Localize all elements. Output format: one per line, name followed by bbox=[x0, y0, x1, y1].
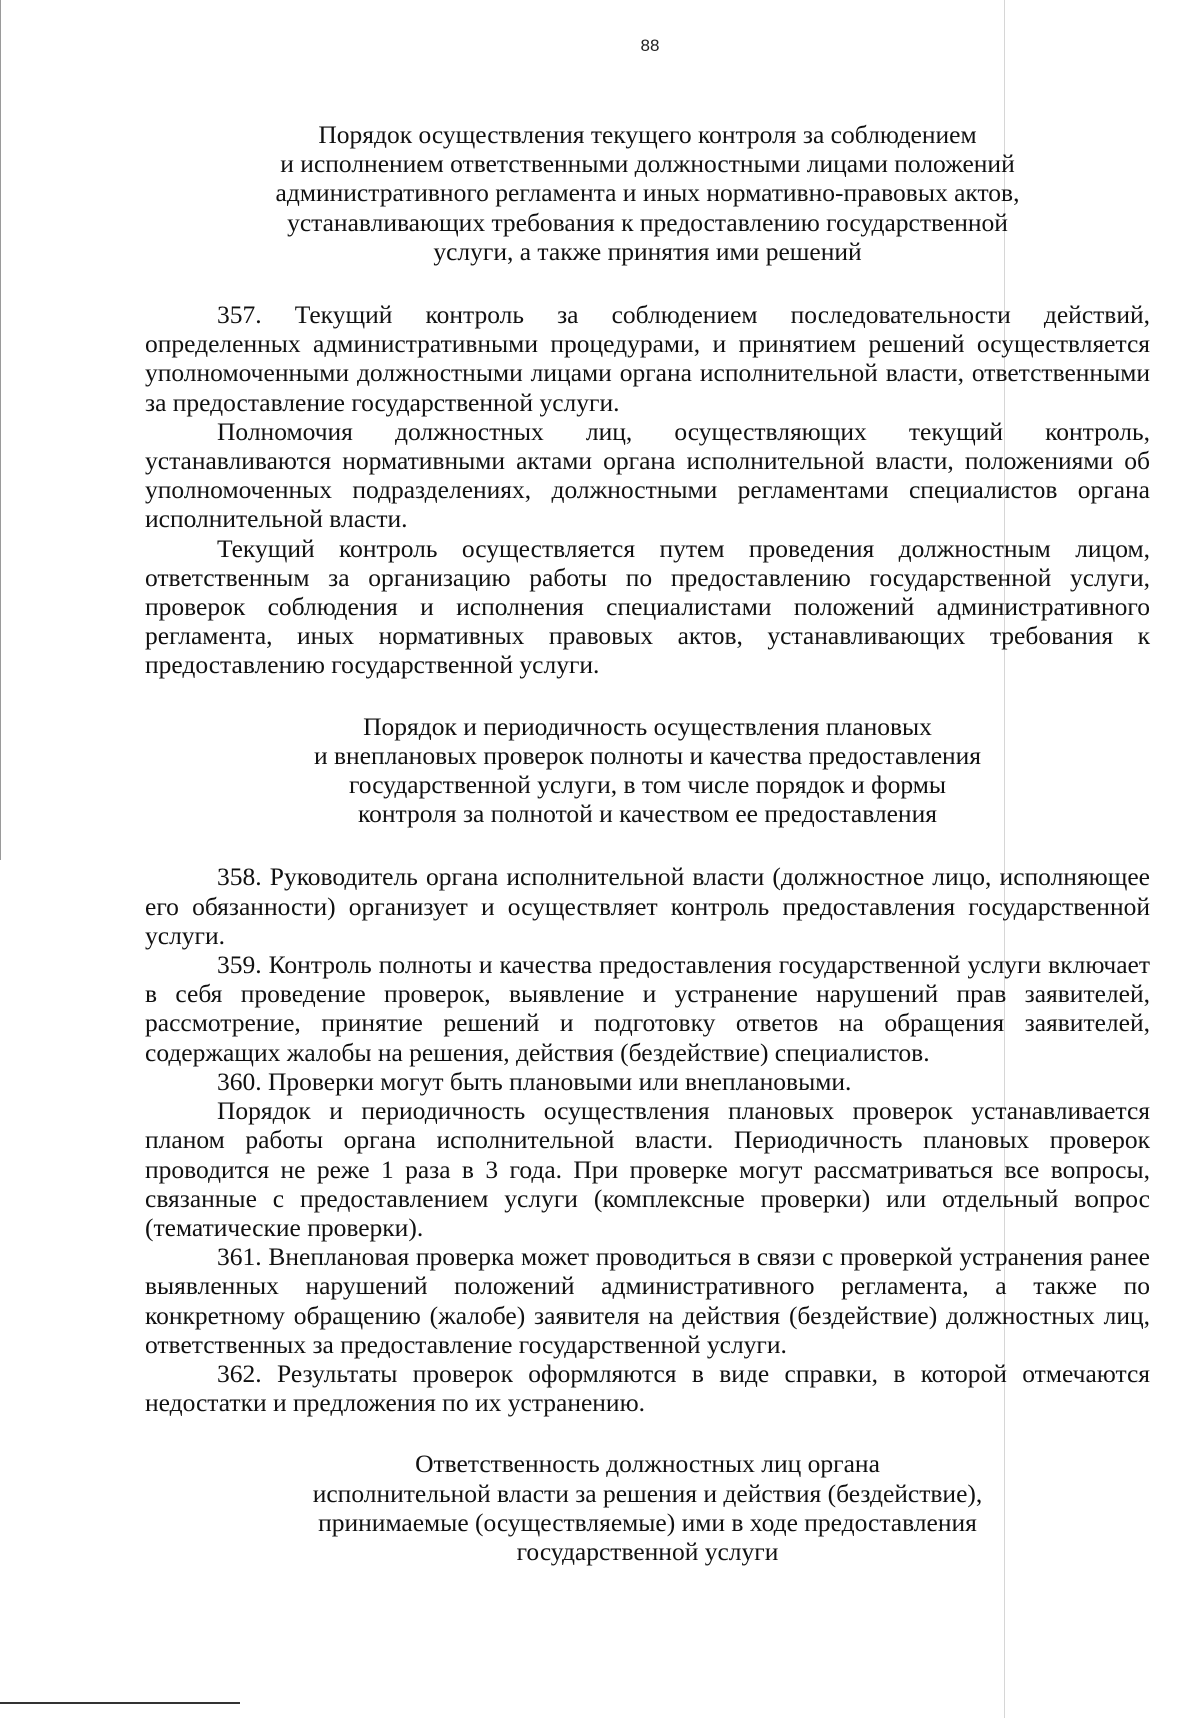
paragraph-text: Порядок и периодичность осуществления плановых проверок устанавливается планом работы органа исполнительной власти. Периодичность плановых проверок проводится не реже 1 раза в 3 года. При проверке могут рассматриваться все вопросы, связанные с предоставлением услуги (комплексные проверки) или отдельный вопрос (тематические проверки). bbox=[145, 1096, 1150, 1242]
paragraph-number: 362. bbox=[217, 1358, 262, 1388]
paragraph-362 bbox=[145, 1359, 1150, 1417]
paragraph-number: 357. bbox=[217, 300, 262, 330]
paragraph-359 bbox=[145, 950, 1150, 1067]
paragraph-number: 359. bbox=[217, 950, 262, 980]
paragraph-357 bbox=[145, 300, 1150, 417]
heading-line: принимаемые (осуществляемые) ими в ходе предоставления bbox=[318, 1507, 977, 1537]
paragraph bbox=[145, 417, 1150, 534]
paragraph bbox=[145, 1096, 1150, 1242]
heading-line: и внеплановых проверок полноты и качества предоставления bbox=[313, 740, 982, 770]
heading-line: и исполнением ответственными должностными лицами положений bbox=[280, 149, 1015, 179]
paragraph-number: 361. bbox=[217, 1242, 262, 1272]
document-page bbox=[145, 120, 1150, 1566]
paragraph-358 bbox=[145, 862, 1150, 950]
paragraph-text: Контроль полноты и качества предоставления государственной услуги включает в себя проведение проверок, выявление и устранение нарушений прав заявителей, рассмотрение, принятие решений и подготовку ответов на обращения заявителей, содержащих жалобы на решения, действия (бездействие) специалистов. bbox=[145, 950, 1150, 1067]
heading-line: административного регламента и иных нормативно-правовых актов, bbox=[275, 178, 1020, 208]
heading-line: Порядок осуществления текущего контроля за соблюдением bbox=[318, 120, 977, 149]
page-number: 88 bbox=[640, 36, 660, 55]
paragraph-text: Текущий контроль осуществляется путем проведения должностным лицом, ответственным за организацию работы по предоставлению государственной услуги, проверок соблюдения и исполнения специалистами положений административного регламента, иных нормативных правовых актов, устанавливающих требования к предоставлению государственной услуги. bbox=[145, 533, 1150, 680]
section-heading bbox=[145, 120, 1150, 266]
paragraph bbox=[145, 534, 1150, 680]
paragraph-number: 358. bbox=[217, 862, 262, 892]
heading-line: государственной услуги bbox=[516, 1536, 779, 1566]
section-heading bbox=[145, 1449, 1150, 1566]
paragraph-text: Результаты проверок оформляются в виде справки, в которой отмечаются недостатки и предложения по их устранению. bbox=[145, 1358, 1150, 1418]
heading-line: исполнительной власти за решения и действия (бездействие), bbox=[312, 1478, 983, 1508]
scan-left-edge bbox=[0, 0, 1, 860]
heading-line: устанавливающих требования к предоставлению государственной bbox=[287, 207, 1008, 237]
heading-line: услуги, а также принятия ими решений bbox=[433, 236, 862, 266]
paragraph-361 bbox=[145, 1242, 1150, 1359]
heading-line: государственной услуги, в том числе порядок и формы bbox=[348, 770, 946, 800]
heading-line: Ответственность должностных лиц органа bbox=[415, 1449, 880, 1479]
paragraph-text: Руководитель органа исполнительной власти (должностное лицо, исполняющее его обязанности) организует и осуществляет контроль предоставления государственной услуги. bbox=[145, 862, 1150, 950]
paragraph-text: Проверки могут быть плановыми или внеплановыми. bbox=[268, 1066, 852, 1096]
scan-bottom-mark bbox=[0, 1702, 240, 1704]
paragraph-number: 360. bbox=[217, 1066, 262, 1096]
paragraph-text: Текущий контроль за соблюдением последовательности действий, определенных административными процедурами, и принятием решений осуществляется уполномоченными должностными лицами органа исполнительной власти, ответственными за предоставление государственной услуги. bbox=[145, 300, 1150, 417]
heading-line: Порядок и периодичность осуществления плановых bbox=[363, 711, 932, 741]
paragraph-text: Полномочия должностных лиц, осуществляющих текущий контроль, устанавливаются нормативными актами органа исполнительной власти, положениями об уполномоченных подразделениях, должностными регламентами специалистов органа исполнительной власти. bbox=[145, 416, 1150, 534]
heading-line: контроля за полнотой и качеством ее предоставления bbox=[358, 799, 937, 829]
paragraph-text: Внеплановая проверка может проводиться в связи с проверкой устранения ранее выявленных нарушений положений административного регламента, а также по конкретному обращению (жалобе) заявителя на действия (бездействие) должностных лиц, ответственных за предоставление государственной услуги. bbox=[145, 1242, 1150, 1359]
section-heading bbox=[145, 712, 1150, 829]
paragraph-360 bbox=[145, 1067, 1150, 1096]
